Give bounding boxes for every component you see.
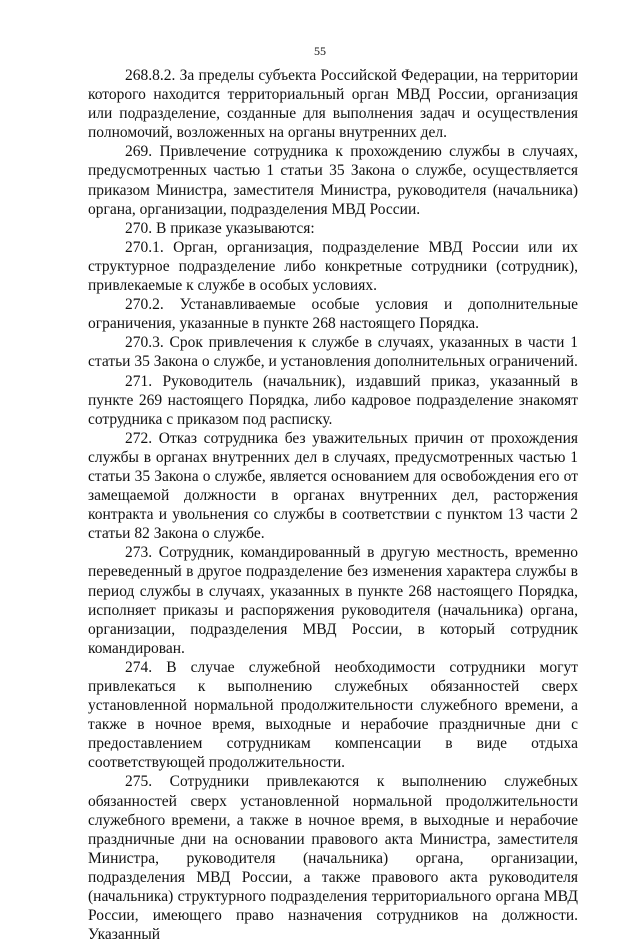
paragraph-271: 271. Руководитель (начальник), издавший приказ, указанный в пункте 269 настоящего Порядка, либо кадровое подразделение знакомят сотрудника с приказом под расписку.: [88, 372, 578, 428]
paragraph-273: 273. Сотрудник, командированный в другую местность, временно переведенный в другое подразделение без изменения характера службы в период службы в случаях, указанных в пункте 268 настоящего Порядка, исполняет приказы и распоряжения руководителя (начальника) органа, организации, подразделения МВД России, в который сотрудник командирован.: [88, 544, 578, 657]
page-number: 55: [314, 44, 326, 58]
paragraph-270-1: 270.1. Орган, организация, подразделение МВД России или их структурное подразделение либо конкретные сотрудники (сотрудник), привлекаемые к службе в особых условиях.: [88, 238, 578, 295]
document-body: [88, 66, 578, 944]
paragraph-270-3: 270.3. Срок привлечения к службе в случаях, указанных в части 1 статьи 35 Закона о службе, и установления дополнительных ограничений.: [88, 334, 578, 371]
paragraph-270-2: 270.2. Устанавливаемые особые условия и дополнительные ограничения, указанные в пункте 268 настоящего Порядка.: [88, 296, 578, 333]
paragraph-268-8-2: 268.8.2. За пределы субъекта Российской Федерации, на территории которого находится территориальный орган МВД России, организация или подразделение, созданные для выполнения задач и осуществления полномочий, возложенных на органы внутренних дел.: [88, 67, 578, 142]
paragraph-272: 272. Отказ сотрудника без уважительных причин от прохождения службы в органах внутренних дел в случаях, предусмотренных частью 1 статьи 35 Закона о службе, является основанием для освобождения его от замещаемой должности в органах внутренних дел, расторжения контракта и увольнения со службы в соответствии с пунктом 13 части 2 статьи 82 Закона о службе.: [88, 429, 578, 543]
paragraph-275: 275. Сотрудники привлекаются к выполнению служебных обязанностей сверх установленной нормальной продолжительности служебного времени, а также в ночное время, в выходные и нерабочие праздничные дни на основании правового акта Министра, заместителя Министра, руководителя (начальника) органа, организации, подразделения МВД России, а также правового акта руководителя (начальника) структурного подразделения территориального органа МВД России, имеющего право назначения сотрудников на должности. Указанный: [88, 773, 578, 944]
paragraph-269: 269. Привлечение сотрудника к прохождению службы в случаях, предусмотренных частью 1 статьи 35 Закона о службе, осуществляется приказом Министра, заместителя Министра, руководителя (начальника) органа, организации, подразделения МВД России.: [88, 143, 578, 218]
paragraph-270: 270. В приказе указываются:: [125, 219, 315, 237]
paragraph-274: 274. В случае служебной необходимости сотрудники могут привлекаться к выполнению служебных обязанностей сверх установленной нормальной продолжительности служебного времени, а также в ночное время, выходные и нерабочие праздничные дни с предоставлением сотрудникам компенсации в виде отдыха соответствующей продолжительности.: [88, 658, 578, 772]
